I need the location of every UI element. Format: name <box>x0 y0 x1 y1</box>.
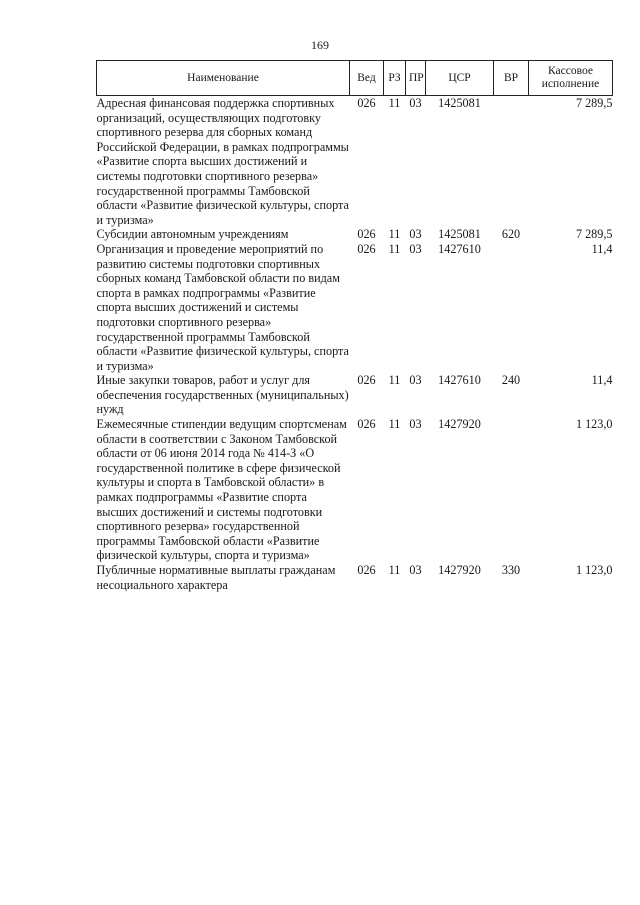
row-vr <box>494 96 529 228</box>
table-row <box>97 242 613 373</box>
row-ved: 026 <box>357 417 376 432</box>
row-ved: 026 <box>357 373 376 388</box>
row-ved: 026 <box>357 563 376 577</box>
table-row <box>97 227 613 242</box>
row-ved: 026 <box>357 227 376 242</box>
row-csr: 1427920 <box>438 563 481 577</box>
header-ved: Вед <box>350 61 384 96</box>
row-rz: 11 <box>388 96 401 110</box>
row-name: Адресная финансовая поддержка спортивных организаций, осуществляющих подготовку спортивного резерва для сборных команд Российской Федерации, в рамках подпрограммы «Развитие спорта высших достижений и системы подготовки спортивного резерва» государственной программы Тамбовской области «Развитие физической культуры, спорта и туризма» <box>96 96 349 227</box>
row-name: Ежемесячные стипендии ведущим спортсменам области в соответствии с Законом Тамбовской области от 06 июня 2014 года № 414-З «О государственной политике в сфере физической культуры и спорта в Тамбовской области» в рамках подпрограммы «Развитие спорта высших достижений и системы подготовки спортивного резерва» государственной программы Тамбовской области «Развитие физической культуры, спорта и туризма» <box>96 417 347 563</box>
table-row <box>97 563 613 592</box>
row-csr: 1425081 <box>438 96 481 110</box>
row-ved: 026 <box>357 241 376 256</box>
header-name: Наименование <box>97 61 350 96</box>
row-amount: 7 289,5 <box>575 96 613 110</box>
row-amount: 1 123,0 <box>575 563 613 577</box>
row-amount: 11,4 <box>591 373 613 388</box>
row-vr: 240 <box>501 373 521 388</box>
table-row <box>97 417 613 563</box>
row-pr: 03 <box>409 227 422 242</box>
row-csr: 1427610 <box>438 241 481 256</box>
row-amount: 11,4 <box>591 241 613 256</box>
row-csr: 1425081 <box>438 227 481 242</box>
budget-table <box>96 60 613 592</box>
row-pr: 03 <box>409 96 422 110</box>
header-vr: ВР <box>494 61 529 96</box>
row-name: Иные закупки товаров, работ и услуг для обеспечения государственных (муниципальных) нужд <box>96 373 349 417</box>
header-pr: ПР <box>406 61 426 96</box>
header-csr: ЦСР <box>426 61 494 96</box>
row-rz: 11 <box>388 373 401 388</box>
row-pr: 03 <box>409 417 422 432</box>
row-amount: 1 123,0 <box>575 417 613 432</box>
row-pr: 03 <box>409 241 422 256</box>
row-ved: 026 <box>357 96 376 110</box>
row-rz: 11 <box>388 417 401 432</box>
row-vr: 330 <box>501 563 521 577</box>
table-row <box>97 373 613 417</box>
header-amount: Кассовое исполнение <box>529 61 613 96</box>
row-pr: 03 <box>409 373 422 388</box>
row-vr <box>494 242 529 373</box>
page-number: 169 <box>311 38 329 52</box>
row-pr: 03 <box>409 563 422 577</box>
row-rz: 11 <box>388 563 401 577</box>
row-name: Организация и проведение мероприятий по развитию системы подготовки спортивных сборных команд Тамбовской области по видам спорта в рамках подпрограммы «Развитие спорта высших достижений и системы подготовки спортивного резерва» государственной программы Тамбовской области «Развитие физической культуры, спорта и туризма» <box>96 241 349 373</box>
row-csr: 1427610 <box>438 373 481 388</box>
row-csr: 1427920 <box>438 417 481 432</box>
row-name: Субсидии автономным учреждениям <box>96 227 289 242</box>
row-rz: 11 <box>388 241 401 256</box>
row-rz: 11 <box>388 227 401 242</box>
row-vr <box>494 417 529 563</box>
row-vr: 620 <box>501 227 521 242</box>
row-amount: 7 289,5 <box>575 227 613 242</box>
table-header-row <box>97 61 613 96</box>
row-name: Публичные нормативные выплаты гражданам несоциального характера <box>96 563 336 592</box>
header-rz: РЗ <box>384 61 406 96</box>
table-row <box>97 96 613 228</box>
